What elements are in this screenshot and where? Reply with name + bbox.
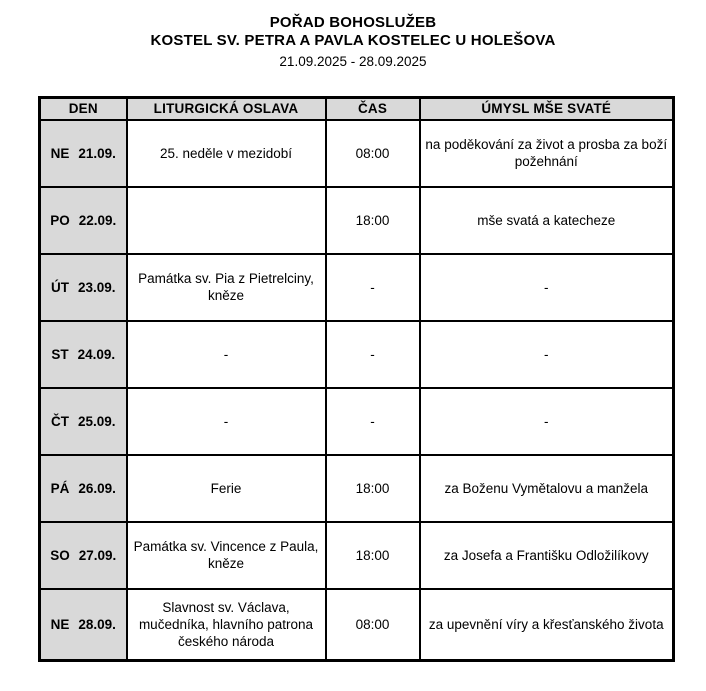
intention-cell: za Boženu Vymětalovu a manžela <box>420 455 674 522</box>
celebration-cell: Památka sv. Pia z Pietrelciny, kněze <box>127 254 326 321</box>
day-wrap <box>45 548 122 563</box>
column-header-time: ČAS <box>326 98 420 120</box>
day-date: 23.09. <box>77 279 116 295</box>
column-header-intention: ÚMYSL MŠE SVATÉ <box>420 98 674 120</box>
intention-cell: na poděkování za život a prosba za boží požehnání <box>420 120 674 187</box>
day-cell <box>40 522 127 589</box>
day-abbreviation: SO <box>50 547 70 563</box>
date-range: 21.09.2025 - 28.09.2025 <box>279 54 427 69</box>
day-date: 26.09. <box>78 480 116 496</box>
day-cell <box>40 455 127 522</box>
day-wrap <box>45 280 122 295</box>
day-abbreviation: NE <box>50 616 70 632</box>
column-header-day: DEN <box>40 98 127 120</box>
table-row <box>40 455 674 522</box>
time-cell: 18:00 <box>326 522 420 589</box>
time-cell: 18:00 <box>326 455 420 522</box>
schedule-table <box>38 96 675 662</box>
table-header-row <box>40 98 674 120</box>
celebration-cell: Ferie <box>127 455 326 522</box>
day-date: 22.09. <box>78 212 117 228</box>
celebration-cell <box>127 187 326 254</box>
day-abbreviation: PO <box>50 212 70 228</box>
celebration-cell: - <box>127 321 326 388</box>
day-wrap <box>45 213 122 228</box>
day-cell <box>40 254 127 321</box>
column-header-celebration: LITURGICKÁ OSLAVA <box>127 98 326 120</box>
intention-cell: - <box>420 321 674 388</box>
document-title: POŘAD BOHOSLUŽEB <box>269 14 437 31</box>
time-cell: 18:00 <box>326 187 420 254</box>
intention-cell: mše svatá a katecheze <box>420 187 674 254</box>
day-abbreviation: ČT <box>50 413 69 429</box>
day-cell <box>40 187 127 254</box>
celebration-cell: 25. neděle v mezidobí <box>127 120 326 187</box>
time-cell: - <box>326 254 420 321</box>
church-name: KOSTEL SV. PETRA A PAVLA KOSTELEC U HOLEŠOVA <box>150 32 556 49</box>
time-cell: 08:00 <box>326 120 420 187</box>
day-abbreviation: ST <box>51 346 69 362</box>
time-cell: 08:00 <box>326 589 420 661</box>
table-row <box>40 321 674 388</box>
document-header <box>0 0 706 71</box>
time-cell: - <box>326 388 420 455</box>
celebration-cell: Slavnost sv. Václava, mučedníka, hlavního patrona českého národa <box>127 589 326 661</box>
day-wrap <box>45 146 122 161</box>
day-date: 27.09. <box>78 547 117 563</box>
time-cell: - <box>326 321 420 388</box>
day-date: 28.09. <box>78 616 116 632</box>
day-abbreviation: PÁ <box>50 480 70 496</box>
celebration-cell: - <box>127 388 326 455</box>
table-row <box>40 388 674 455</box>
day-cell <box>40 589 127 661</box>
day-date: 24.09. <box>77 346 116 362</box>
day-wrap <box>45 481 122 496</box>
intention-cell: za Josefa a Františku Odložilíkovy <box>420 522 674 589</box>
day-date: 21.09. <box>78 145 116 161</box>
celebration-cell: Památka sv. Vincence z Paula, kněze <box>127 522 326 589</box>
intention-cell: - <box>420 388 674 455</box>
day-cell <box>40 388 127 455</box>
day-wrap <box>45 347 122 362</box>
day-date: 25.09. <box>77 413 116 429</box>
intention-cell: - <box>420 254 674 321</box>
day-abbreviation: NE <box>50 145 70 161</box>
table-row <box>40 187 674 254</box>
table-row <box>40 589 674 661</box>
day-cell <box>40 321 127 388</box>
day-wrap <box>45 617 122 632</box>
table-row <box>40 120 674 187</box>
day-cell <box>40 120 127 187</box>
intention-cell: za upevnění víry a křesťanského života <box>420 589 674 661</box>
table-row <box>40 254 674 321</box>
day-wrap <box>45 414 122 429</box>
day-abbreviation: ÚT <box>50 279 69 295</box>
table-row <box>40 522 674 589</box>
